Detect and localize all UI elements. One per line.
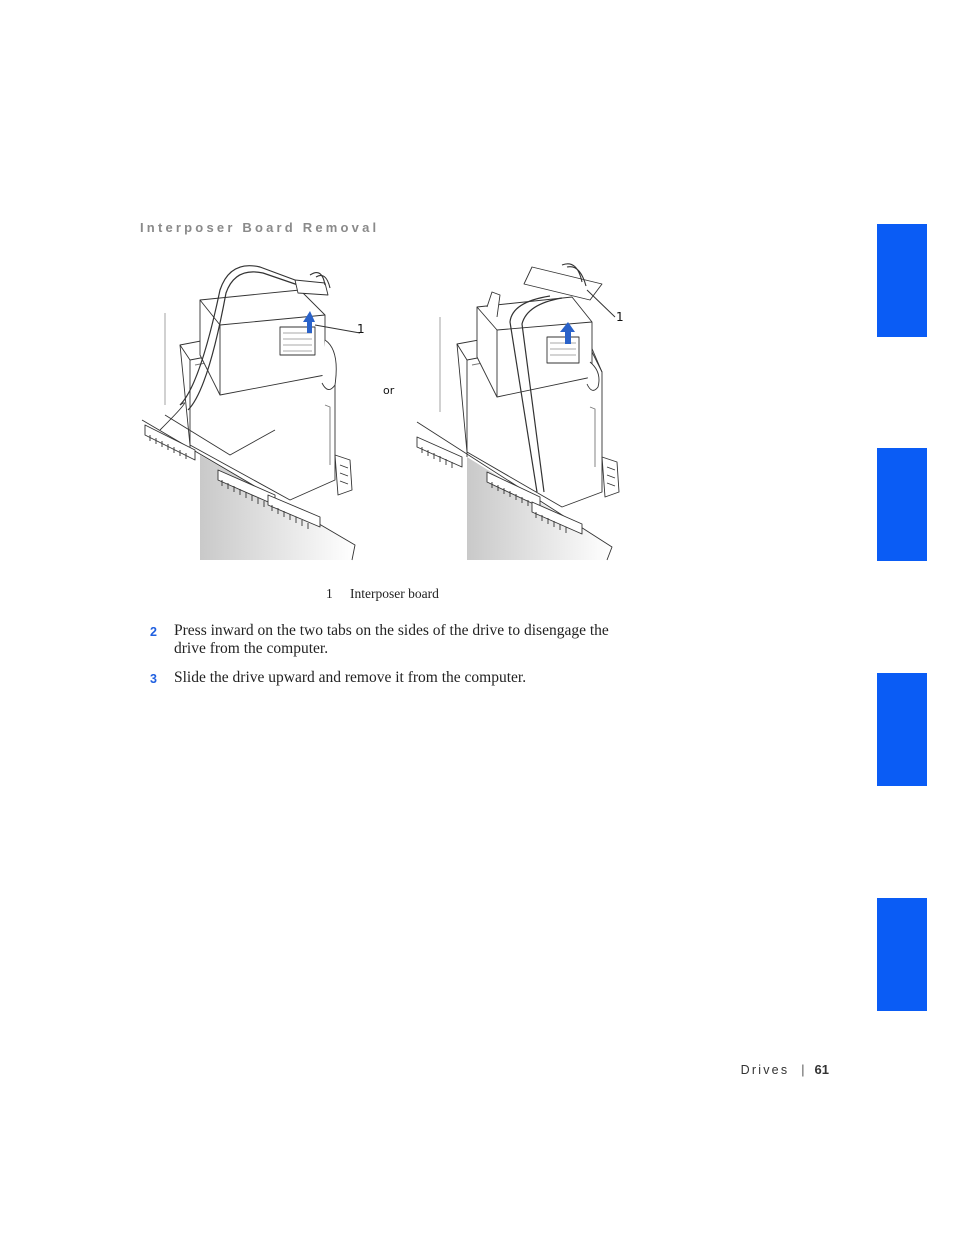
step-2 (150, 622, 630, 658)
step-text: Slide the drive upward and remove it from the computer. (174, 669, 527, 686)
legend-text: Interposer board (350, 586, 439, 601)
chapter-tab-4 (877, 898, 927, 1011)
figure-legend (326, 586, 439, 602)
right-callout-number: 1 (616, 310, 624, 324)
footer-section-name: Drives (740, 1063, 790, 1077)
page-number: 61 (814, 1062, 829, 1077)
step-number: 3 (150, 672, 157, 686)
left-drive-illustration (140, 255, 365, 565)
step-3 (150, 669, 630, 687)
legend-number: 1 (326, 586, 333, 601)
step-number: 2 (150, 625, 157, 639)
chapter-tab-3 (877, 673, 927, 786)
footer-separator: | (801, 1063, 805, 1077)
chapter-tab-2 (877, 448, 927, 561)
step-text: Press inward on the two tabs on the sides of the drive to disengage the drive from the computer. (174, 622, 609, 657)
left-callout-number: 1 (357, 322, 365, 336)
right-drive-illustration (412, 262, 622, 567)
page-footer (741, 1062, 829, 1077)
section-title: Interposer Board Removal (140, 220, 380, 235)
or-label: or (383, 384, 395, 397)
chapter-tab-1 (877, 224, 927, 337)
